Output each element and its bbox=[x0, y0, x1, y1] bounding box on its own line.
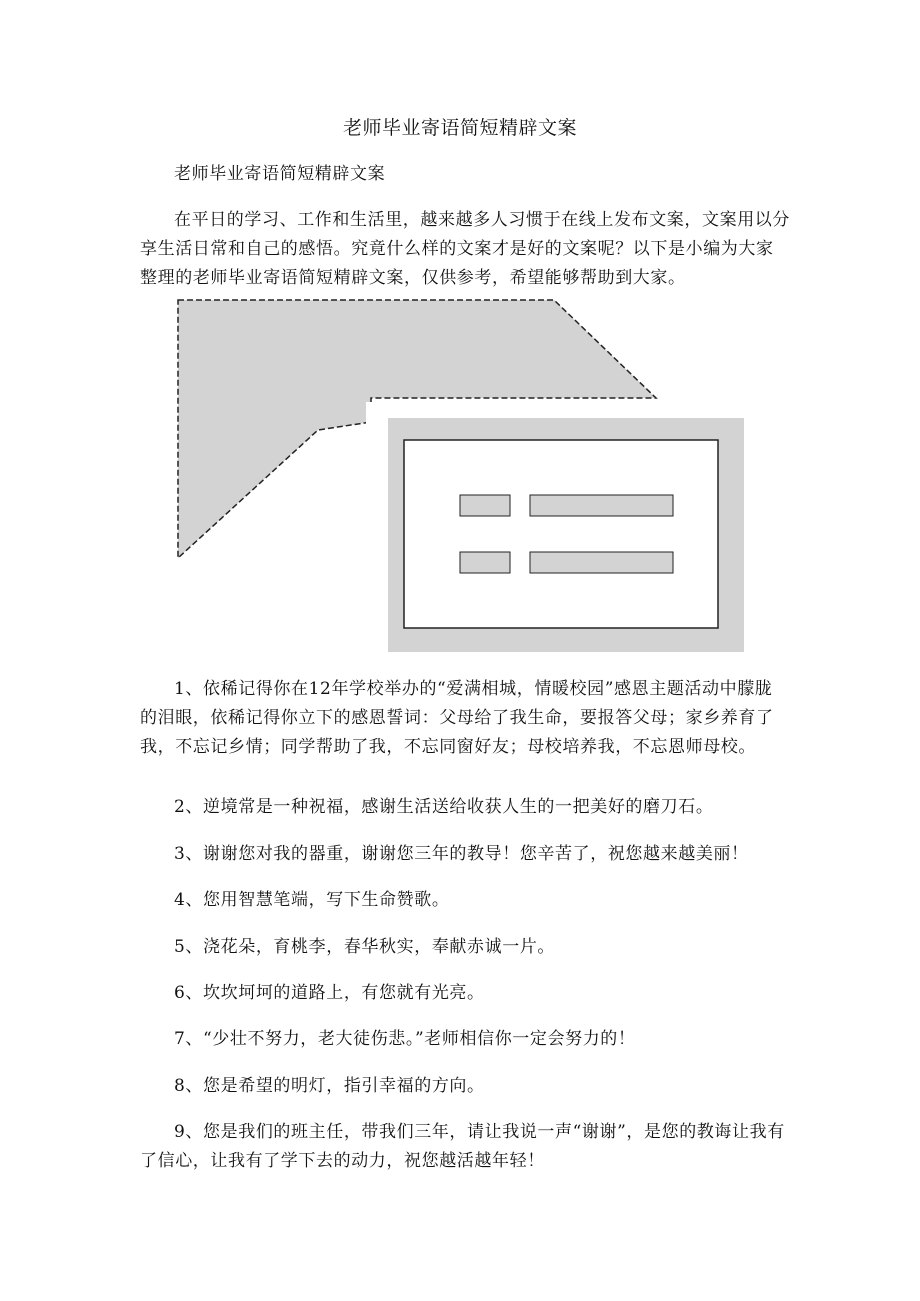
list-item: 5、浇花朵，育桃李，春华秋实，奉献赤诚一片。 bbox=[174, 937, 556, 957]
intro-paragraph: 在平日的学习、工作和生活里，越来越多人习惯于在线上发布文案，文案用以分享生活日常和自己的感悟。究竟什么样的文案才是好的文案呢？以下是小编为大家整理的老师毕业寄语简短精辟文案，仅供参考，希望能够帮助到大家。 bbox=[140, 210, 790, 288]
list-item: 4、您用智慧笔端，写下生命赞歌。 bbox=[174, 890, 450, 910]
list-item: 6、坎坎坷坷的道路上，有您就有光亮。 bbox=[174, 983, 485, 1003]
card-line-1 bbox=[530, 495, 673, 516]
card-panel bbox=[404, 440, 718, 628]
list-item: 7、“少壮不努力，老大徒伤悲。”老师相信你一定会努力的！ bbox=[174, 1029, 636, 1049]
document-placeholder-icon bbox=[176, 298, 746, 654]
list-item: 9、您是我们的班主任，带我们三年，请让我说一声“谢谢”，是您的教诲让我有了信心，让我有了学下去的动力，祝您越活越年轻！ bbox=[140, 1122, 785, 1171]
list-item: 1、依稀记得你在12年学校举办的“爱满相城，情暖校园”感恩主题活动中朦胧的泪眼，依稀记得你立下的感恩誓词：父母给了我生命，要报答父母；家乡养育了我，不忘记乡情；同学帮助了我，不忘同窗好友；母校培养我，不忘恩师母校。 bbox=[140, 679, 774, 757]
list-item: 3、谢谢您对我的器重，谢谢您三年的教导！您辛苦了，祝您越来越美丽！ bbox=[174, 844, 749, 864]
list-item: 2、逆境常是一种祝福，感谢生活送给收获人生的一把美好的磨刀石。 bbox=[174, 797, 714, 817]
card-bullet-2 bbox=[460, 552, 510, 573]
document-title: 老师毕业寄语简短精辟文案 bbox=[342, 117, 577, 139]
list-item: 8、您是希望的明灯，指引幸福的方向。 bbox=[174, 1076, 485, 1096]
card-line-2 bbox=[530, 552, 673, 573]
document-subtitle: 老师毕业寄语简短精辟文案 bbox=[174, 164, 386, 184]
card-bullet-1 bbox=[460, 495, 510, 516]
